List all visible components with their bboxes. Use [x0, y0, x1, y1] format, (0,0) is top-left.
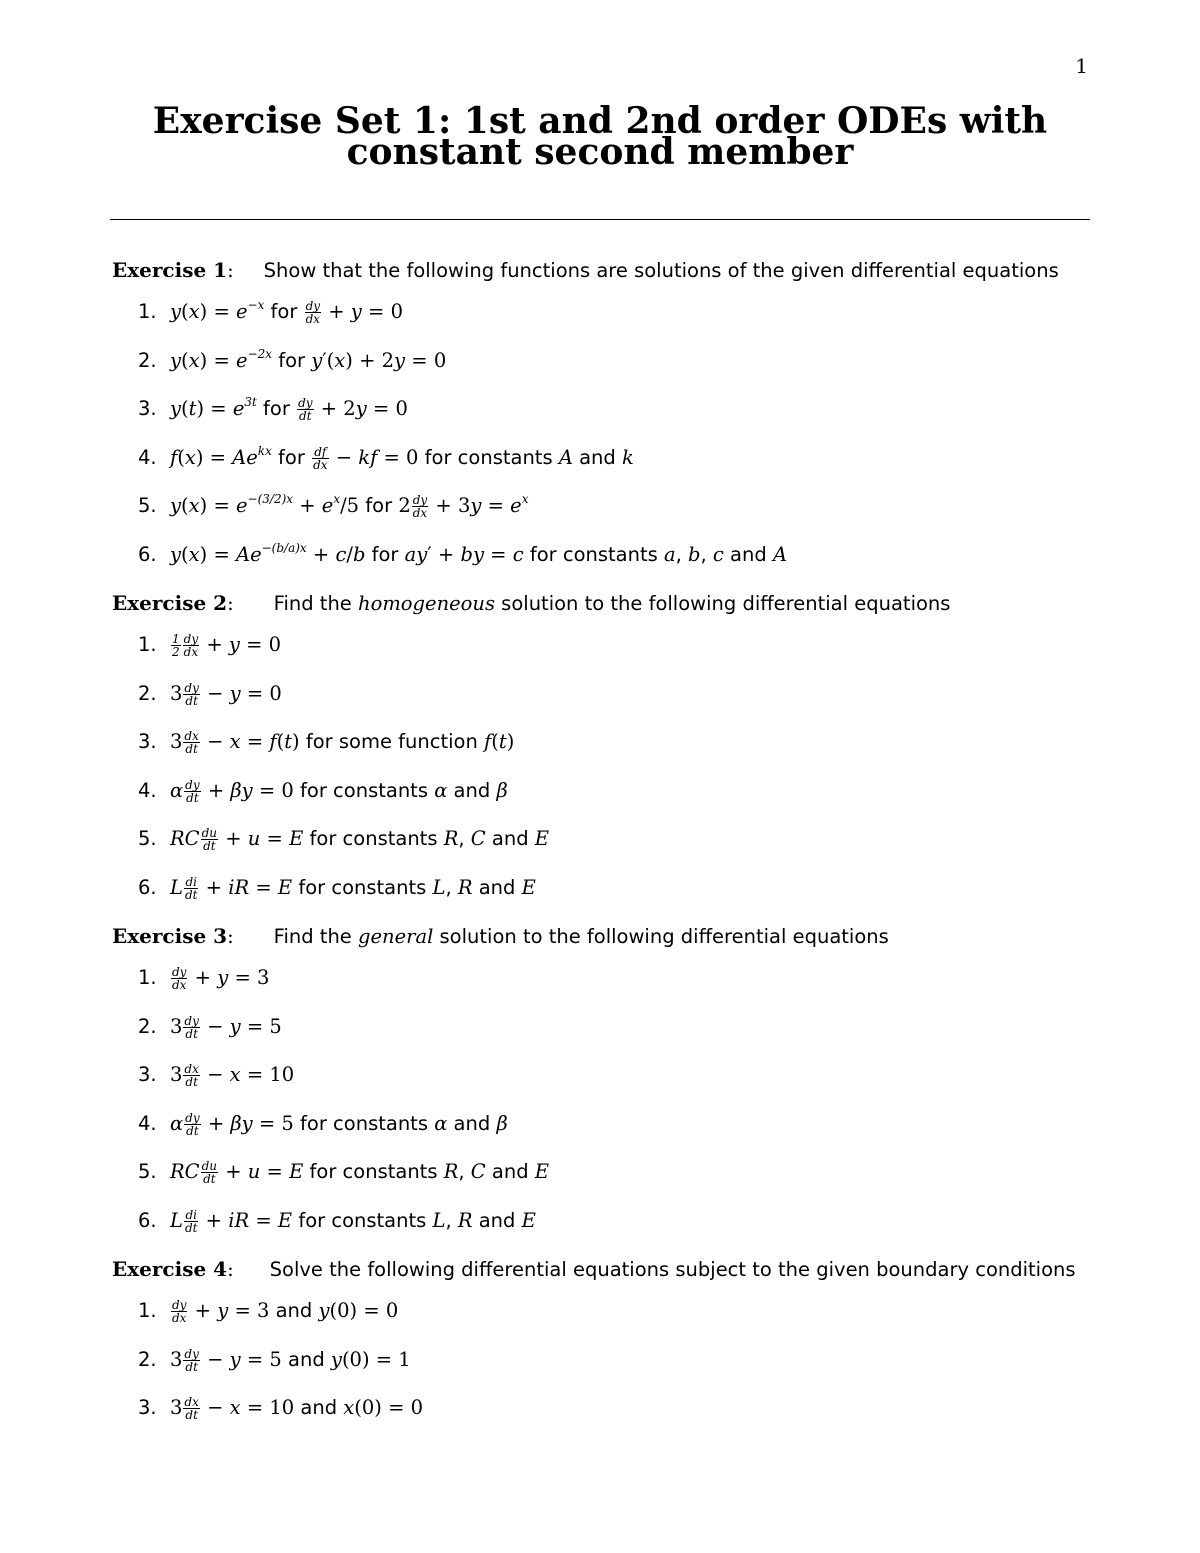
document-title	[0, 100, 1200, 173]
exercise-4-heading: Exercise 4: Solve the following differential equations subject to the given boundary conditions	[112, 1257, 1076, 1281]
exercise-label: Exercise 2	[112, 591, 228, 615]
list-item: 5. $y(x) = e^{-(3/2)x} + e^x/5$ for 2 $\frac{dy}{dx}$ + $3y = e^x$	[138, 492, 529, 520]
list-item: 5. RC $\frac{du}{dt}$ + u = E for constants R, C and E	[138, 1159, 550, 1186]
page-number: 1	[1075, 54, 1088, 78]
list-item: 6. L $\frac{di}{dt}$ + iR = E for constants L, R and E	[138, 1207, 536, 1235]
exercise-instruction-tail: solution to the following differential equations	[433, 925, 889, 948]
exercise-3-heading: Exercise 3: Find the general solution to the following differential equations	[112, 924, 889, 948]
list-item: 4. α $\frac{dy}{dt}$ + βy = 5 for constants α and β	[138, 1110, 508, 1138]
exercise-list	[112, 258, 1102, 1445]
exercise-instruction: Find the	[273, 592, 359, 615]
list-item: 6. L $\frac{di}{dt}$ + iR = E for constants L, R and E	[138, 874, 536, 902]
list-item: 1. $y(x) = e^{-x}$ for $\frac{dy}{dx}$ + y = 0	[138, 298, 403, 326]
exercise-1-heading: Exercise 1: Show that the following functions are solutions of the given differential equations	[112, 258, 1059, 282]
exercise-2-heading: Exercise 2: Find the homogeneous solution to the following differential equations	[112, 591, 951, 615]
list-item: 1. $\frac{dy}{dx}$ + y = 3	[138, 965, 270, 992]
list-item: 4. $f(x) = Ae^{kx}$ for $\frac{df}{dx}$ − kf = 0 for constants A and k	[138, 443, 634, 472]
exercise-label: Exercise 3	[112, 924, 228, 948]
list-item: 3. 3 $\frac{dx}{dt}$ − x = f(t) for some function f(t)	[138, 729, 515, 756]
title-rule	[110, 219, 1090, 220]
list-item: 3. 3 $\frac{dx}{dt}$ − x = 10 and x(0) = 0	[138, 1395, 424, 1422]
exercise-label: Exercise 4	[112, 1257, 228, 1281]
list-item: 1. $\frac{1}{2}$ $\frac{dy}{dx}$ + y = 0	[138, 632, 282, 659]
list-item: 2. 3 $\frac{dy}{dt}$ − y = 0	[138, 680, 282, 708]
list-item: 6. $y(x) = Ae^{-(b/a)x} + c/b$ for ay′ + by = c for constants a, b, c and A	[138, 540, 788, 566]
exercise-instruction-tail: solution to the following differential equations	[494, 592, 951, 615]
exercise-instruction: Find the	[273, 925, 359, 948]
list-item: 2. $y(x) = e^{-2x}$ for y′(x) + 2y = 0	[138, 346, 447, 372]
title-line-2: constant second member	[346, 131, 854, 173]
list-item: 4. α $\frac{dy}{dt}$ + βy = 0 for constants α and β	[138, 777, 508, 805]
list-item: 3. $y(t) = e^{3t}$ for $\frac{dy}{dt}$ + 2y = 0	[138, 395, 408, 423]
list-item: 2. 3 $\frac{dy}{dt}$ − y = 5 and y(0) = 1	[138, 1346, 411, 1374]
emphasis-text: homogeneous	[358, 592, 495, 615]
emphasis-text: general	[358, 925, 434, 948]
exercise-instruction: Solve the following differential equations subject to the given boundary conditions	[269, 1258, 1076, 1281]
list-item: 5. RC $\frac{du}{dt}$ + u = E for constants R, C and E	[138, 826, 550, 853]
list-item: 3. 3 $\frac{dx}{dt}$ − x = 10	[138, 1062, 295, 1089]
list-item: 1. $\frac{dy}{dx}$ + y = 3 and y(0) = 0	[138, 1298, 399, 1325]
exercise-instruction: Show that the following functions are solutions of the given differential equations	[263, 259, 1059, 282]
title-line-1: Exercise Set 1: 1st and 2nd order ODEs with	[152, 100, 1048, 142]
list-item: 2. 3 $\frac{dy}{dt}$ − y = 5	[138, 1013, 282, 1041]
exercise-label: Exercise 1	[112, 258, 228, 282]
